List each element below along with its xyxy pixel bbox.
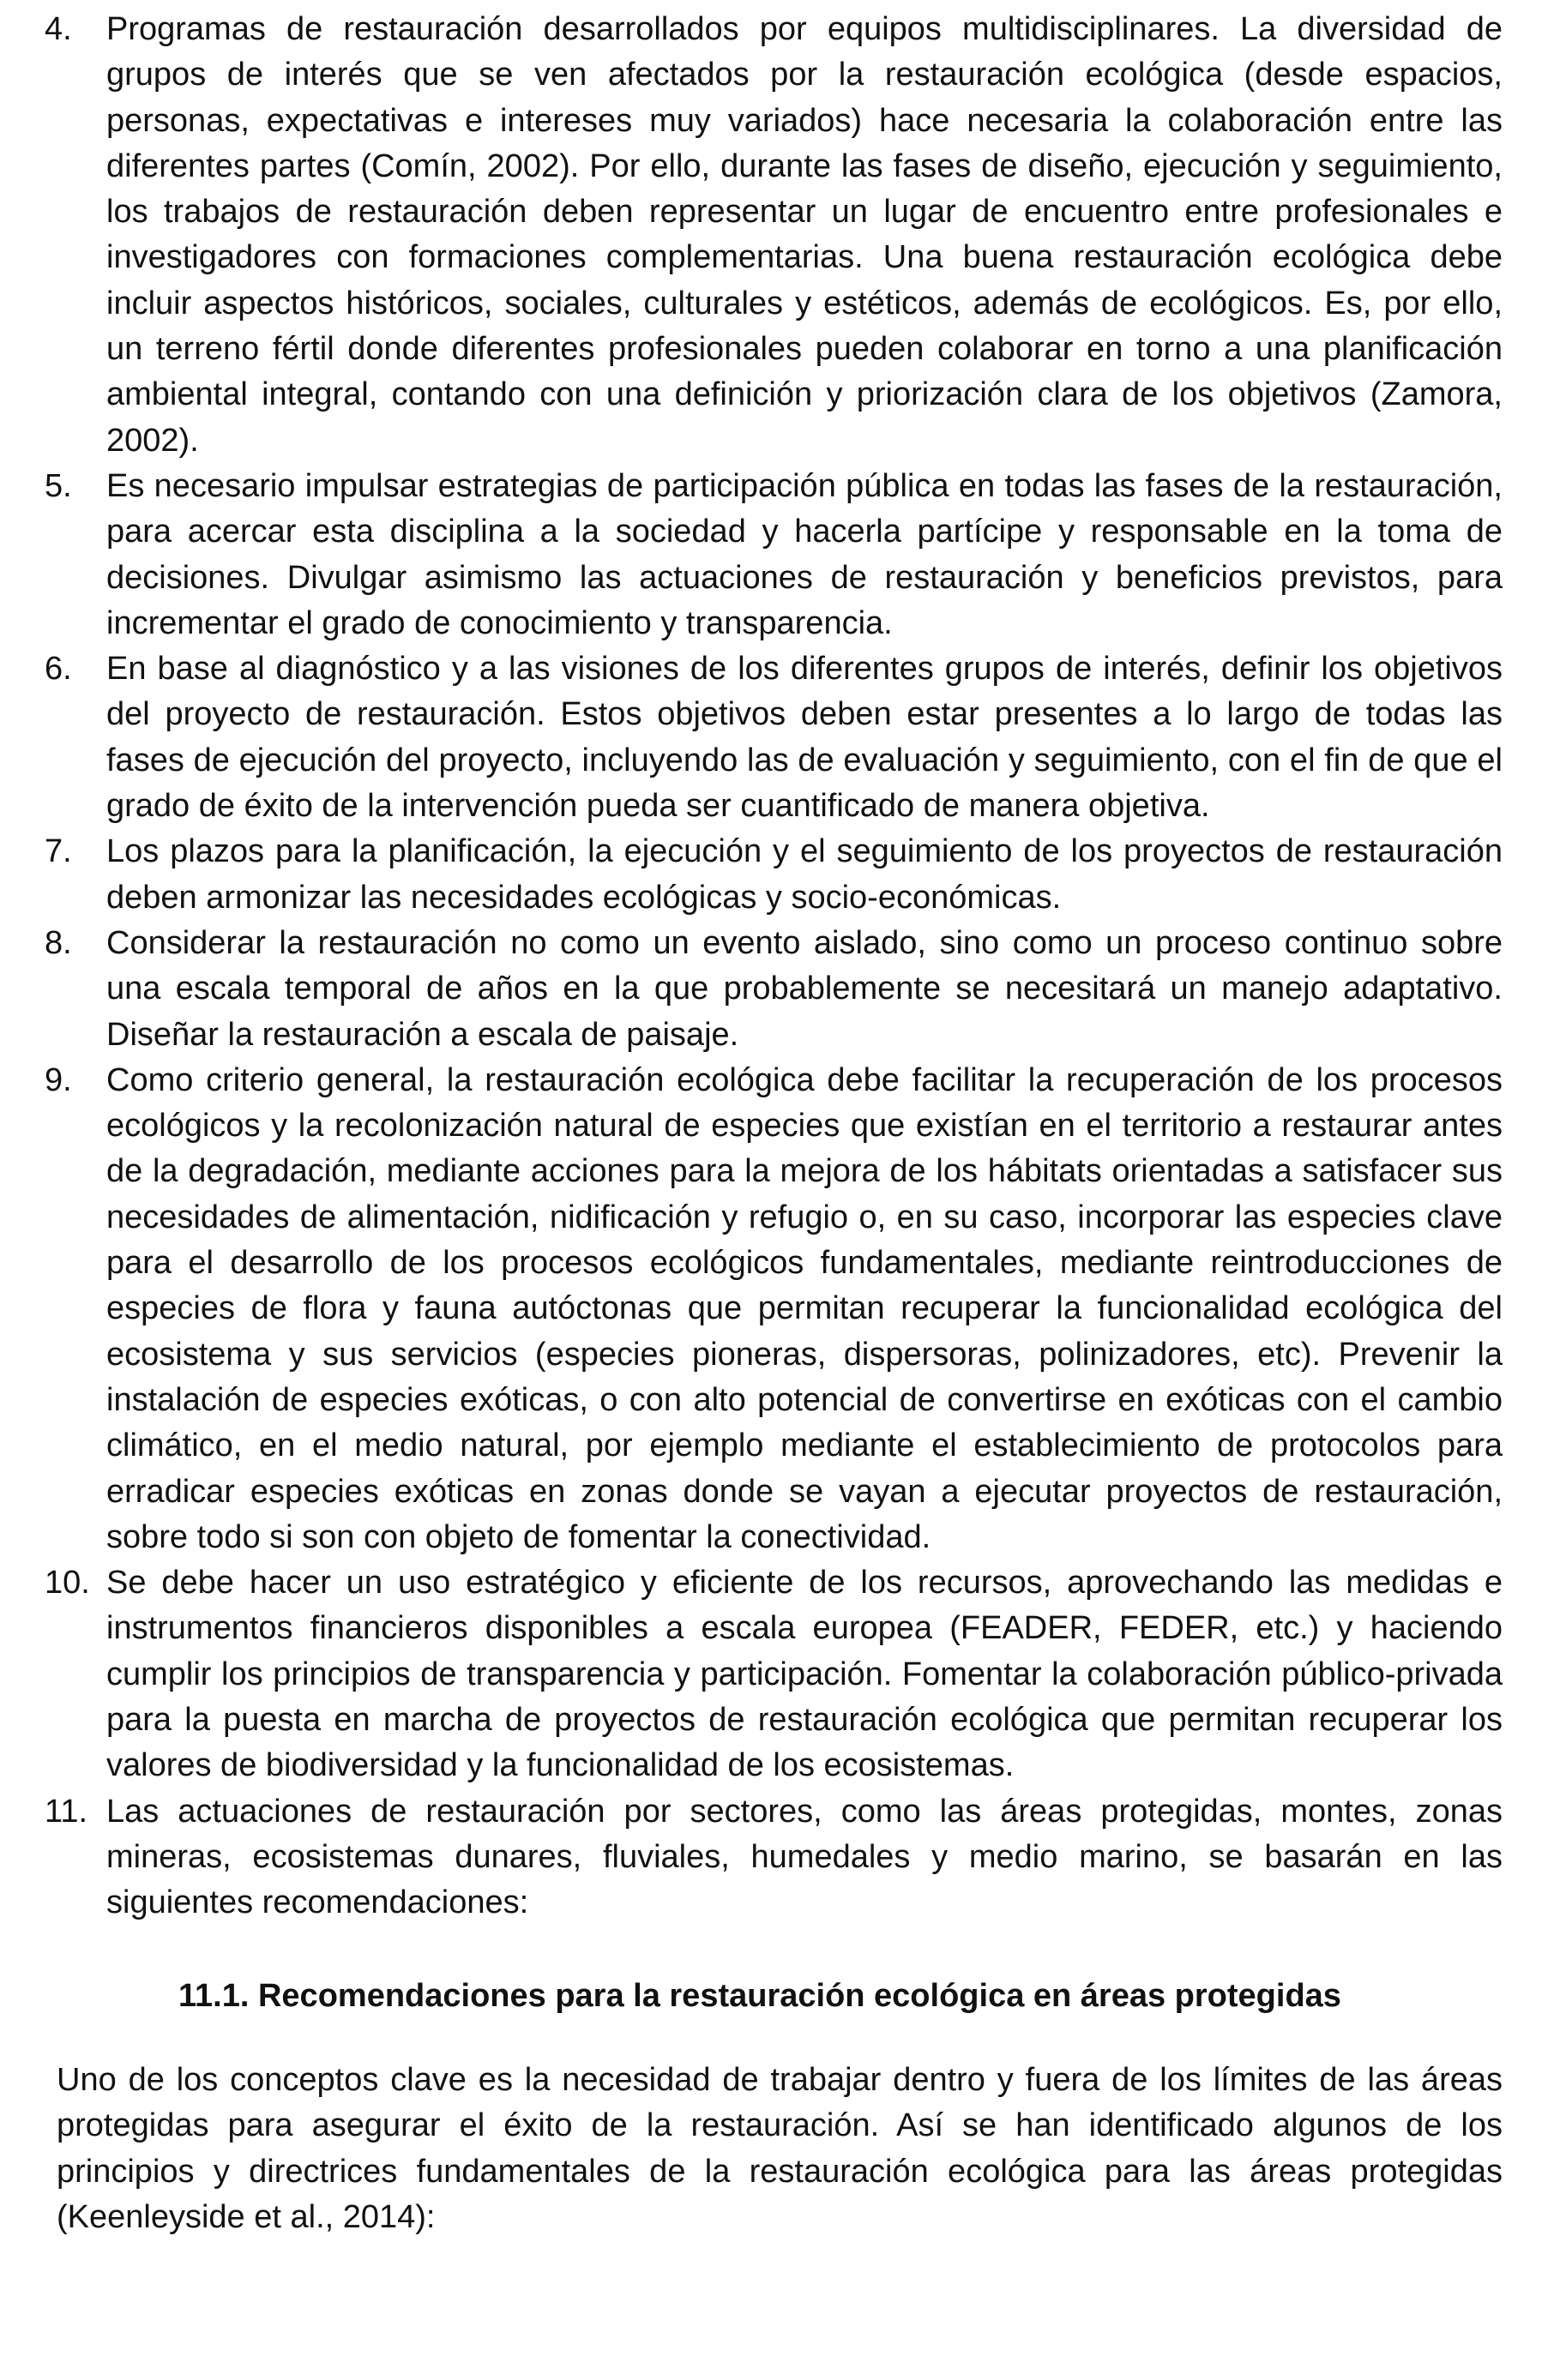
list-item-number: 4. <box>45 11 72 47</box>
list-item-number: 6. <box>45 651 72 688</box>
list-item-text: Las actuaciones de restauración por sectores, como las áreas protegidas, montes, zonas mineras, ecosistemas dunares, fluviales, humedales y medio marino, se basarán en las siguientes recomendaciones: <box>106 1793 1503 1921</box>
list-item-text: Considerar la restauración no como un evento aislado, sino como un proceso continuo sobre una escala temporal de años en la que probablemente se necesitará un manejo adaptativo. Diseñar la restauración a escala de paisaje. <box>106 924 1503 1053</box>
list-item-text: Los plazos para la planificación, la ejecución y el seguimiento de los proyectos de restauración deben armonizar las necesidades ecológicas y socio-económicas. <box>106 833 1503 916</box>
list-item <box>45 921 1503 1058</box>
list-item <box>45 464 1503 646</box>
list-item <box>45 1058 1503 1560</box>
body-paragraph: Uno de los conceptos clave es la necesidad de trabajar dentro y fuera de los límites de las áreas protegidas para asegurar el éxito de la restauración. Así se han identificado algunos de los principios y directrices fundamentales de la restauración ecológica para las áreas protegidas (Keenleyside et al., 2014): <box>57 2062 1503 2235</box>
list-item-text: Es necesario impulsar estrategias de participación pública en todas las fases de la restauración, para acercar esta disciplina a la sociedad y hacerla partícipe y responsable en la toma de decisiones. Divulgar asimismo las actuaciones de restauración y beneficios previstos, para incrementar el grado de conocimiento y transparencia. <box>106 467 1503 641</box>
list-item-number: 11. <box>45 1793 88 1830</box>
list-item-number: 5. <box>45 467 72 504</box>
list-item-text: Se debe hacer un uso estratégico y eficiente de los recursos, aprovechando las medidas e instrumentos financieros disponibles a escala europea (FEADER, FEDER, etc.) y haciendo cumplir los principios de transparencia y participación. Fomentar la colaboración público-privada para la puesta en marcha de proyectos de restauración ecológica que permitan recuperar los valores de biodiversidad y la funcionalidad de los ecosistemas. <box>106 1565 1503 1784</box>
list-item-number: 7. <box>45 833 72 870</box>
list-item-text: Programas de restauración desarrollados por equipos multidisciplinares. La diversidad de grupos de interés que se ven afectados por la restauración ecológica (desde espacios, personas, expectativas e intereses muy variados) hace necesaria la colaboración entre las diferentes partes (Comín, 2002). Por ello, durante las fases de diseño, ejecución y seguimiento, los trabajos de restauración deben representar un lugar de encuentro entre profesionales e investigadores con formaciones complementarias. Una buena restauración ecológica debe incluir aspectos históricos, sociales, culturales y estéticos, además de ecológicos. Es, por ello, un terreno fértil donde diferentes profesionales pueden colaborar en torno a una planificación ambiental integral, contando con una definición y priorización clara de los objetivos (Zamora, 2002). <box>106 11 1503 459</box>
section-heading: 11.1. Recomendaciones para la restauración ecológica en áreas protegidas <box>178 1978 1341 2014</box>
list-item-number: 8. <box>45 924 72 961</box>
list-item <box>45 646 1503 829</box>
list-item <box>45 7 1503 464</box>
list-item <box>45 1789 1503 1926</box>
list-item-number: 10. <box>45 1565 90 1602</box>
list-item-number: 9. <box>45 1061 72 1098</box>
list-item-text: Como criterio general, la restauración ecológica debe facilitar la recuperación de los procesos ecológicos y la recolonización natural de especies que existían en el territorio a restaurar antes de la degradación, mediante acciones para la mejora de los hábitats orientadas a satisfacer sus necesidades de alimentación, nidificación y refugio o, en su caso, incorporar las especies clave para el desarrollo de los procesos ecológicos fundamentales, mediante reintroducciones de especies de flora y fauna autóctonas que permitan recuperar la funcionalidad ecológica del ecosistema y sus servicios (especies pioneras, dispersoras, polinizadores, etc). Prevenir la instalación de especies exóticas, o con alto potencial de convertirse en exóticas con el cambio climático, en el medio natural, por ejemplo mediante el establecimiento de protocolos para erradicar especies exóticas en zonas donde se vayan a ejecutar proyectos de restauración, sobre todo si son con objeto de fomentar la conectividad. <box>106 1061 1503 1555</box>
list-item <box>45 829 1503 921</box>
list-item <box>45 1560 1503 1788</box>
recommendations-list <box>45 7 1503 1926</box>
list-item-text: En base al diagnóstico y a las visiones de los diferentes grupos de interés, definir los objetivos del proyecto de restauración. Estos objetivos deben estar presentes a lo largo de todas las fases de ejecución del proyecto, incluyendo las de evaluación y seguimiento, con el fin de que el grado de éxito de la intervención pueda ser cuantificado de manera objetiva. <box>106 651 1503 825</box>
